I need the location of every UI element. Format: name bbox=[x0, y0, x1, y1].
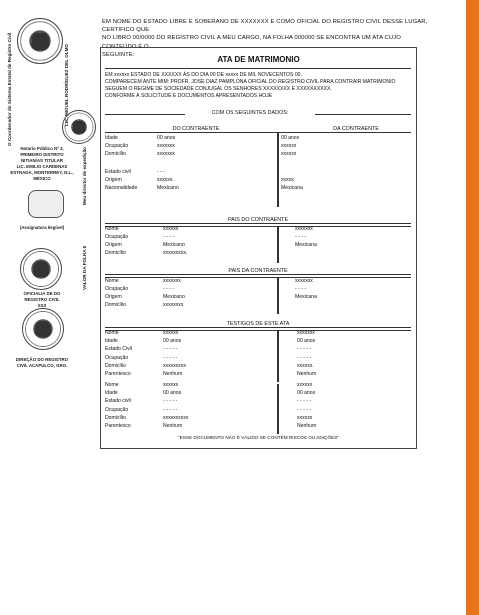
row-label: Nome bbox=[105, 330, 119, 336]
row-right: xxxxxxx bbox=[295, 226, 313, 232]
row-left: - - - - - bbox=[163, 354, 178, 361]
row-left: xxxxxx bbox=[163, 382, 179, 388]
row-right: xxxxxxx bbox=[295, 278, 313, 284]
title-rule bbox=[105, 68, 411, 69]
notary-block bbox=[10, 146, 74, 182]
row-left: - - - bbox=[157, 168, 165, 175]
row-right: - - - - - bbox=[297, 398, 312, 405]
section-rule bbox=[105, 327, 411, 328]
notary-line: LIC. EMILIO CARDENAS bbox=[16, 164, 68, 169]
column-divider bbox=[277, 330, 279, 382]
row-left: 00 anos bbox=[163, 390, 182, 397]
section-rule bbox=[105, 330, 411, 331]
footer-note: "ESSE DOCUMENTO NÃO É VÁLIDO SE CONTÉM RISCOS OU ADIÇÕES" bbox=[177, 435, 340, 440]
row-label: Ocupação bbox=[105, 406, 129, 413]
row-right: - - - - bbox=[295, 286, 307, 292]
row-left: - - - - - bbox=[163, 398, 178, 405]
eagle-icon bbox=[35, 321, 51, 337]
intro-line: EM xxxxxx ESTADO DE XXXXXX ÀS DO DIA 00 DE xxxxx DE MIL NOVECENTOS 00. bbox=[105, 72, 302, 78]
row-left: xxxxxxxx bbox=[163, 302, 184, 308]
row-left: - - - - bbox=[163, 286, 175, 292]
row-left: Mexicano bbox=[163, 294, 185, 300]
row-right: xxxxxxx bbox=[297, 330, 315, 336]
row-label: Idade bbox=[105, 135, 118, 141]
row-right: Mexicana bbox=[295, 294, 317, 300]
section-rule bbox=[105, 277, 411, 278]
eagle-icon bbox=[73, 121, 86, 134]
oficial-block bbox=[10, 291, 74, 309]
header-line-1: EM NOME DO ESTADO LIBRE E SOBERANO DE XXXXXXX E COMO OFICIAL DO REGISTRO CIVIL DESSE LUGAR, CERTIFICO QUE bbox=[102, 19, 428, 34]
eagle-icon bbox=[31, 32, 49, 50]
certificate-box bbox=[100, 47, 417, 449]
row-right: - - - - - bbox=[297, 354, 312, 361]
row-right: Nenhum bbox=[297, 371, 317, 377]
column-divider bbox=[277, 226, 279, 263]
row-right: - - - - - bbox=[297, 406, 312, 413]
data-label: COM OS SEGUINTES DADOS: bbox=[211, 110, 289, 116]
row-right: xxxxxx bbox=[281, 151, 297, 158]
row-label: Domicílio bbox=[105, 362, 126, 369]
row-left: - - - - bbox=[163, 234, 175, 240]
direction-block bbox=[8, 357, 76, 369]
row-label: Idade bbox=[105, 338, 118, 345]
notary-line: MÉXICO bbox=[33, 176, 51, 181]
row-left: Mexicano bbox=[163, 242, 185, 248]
row-left: - - - - - bbox=[163, 346, 178, 353]
column-divider bbox=[277, 384, 279, 434]
row-left: - - - - - bbox=[163, 406, 178, 413]
row-label: Idade bbox=[105, 390, 118, 397]
row-right: Nenhum bbox=[297, 423, 317, 429]
notary-stamp bbox=[28, 190, 64, 218]
row-right: 00 anos bbox=[297, 338, 316, 345]
row-label: Ocupação bbox=[105, 354, 129, 361]
seal-bottom bbox=[22, 308, 64, 350]
vertical-name: LIC. MIGUEL RODRÍGUEZ DEL OLMO bbox=[64, 43, 69, 126]
direction-line: DIREÇÃO DO REGISTRO bbox=[15, 357, 69, 362]
accent-bar bbox=[466, 0, 479, 615]
intro-line: SEGUEM O REGIME DE SOCIEDADE CONJUGAL OS SENHORES XXXXXXXX E XXXXXXXXXX. bbox=[105, 85, 332, 92]
vertical-value: VALOR DA FOLHA $ bbox=[82, 245, 87, 290]
vertical-director: Meu director de expedição bbox=[82, 147, 87, 205]
row-right: 00 anos bbox=[297, 390, 316, 397]
row-left: xxxxxx bbox=[163, 330, 179, 336]
notary-line: PRIMEIRO DISTRITO bbox=[20, 152, 64, 157]
row-right: - - - - - bbox=[297, 346, 312, 353]
pais-contraente-heading: PAIS DO CONTRAENTE bbox=[227, 217, 289, 223]
row-label: Origem bbox=[105, 176, 122, 183]
row-label: Domicílio bbox=[105, 414, 126, 421]
row-left: 00 anos bbox=[157, 135, 176, 141]
row-right: xxxxxx bbox=[297, 414, 313, 421]
row-left: 00 anos bbox=[163, 338, 182, 345]
section-rule bbox=[105, 226, 411, 227]
row-right: Mexicana bbox=[295, 242, 317, 248]
row-label: Estado Civil bbox=[105, 346, 132, 353]
row-label: Origem bbox=[105, 294, 122, 300]
data-rule-right bbox=[315, 114, 411, 115]
section-rule bbox=[105, 274, 411, 275]
row-label: Nacionalidade bbox=[105, 185, 138, 191]
row-label: Estado civil bbox=[105, 398, 131, 405]
row-right: xxxxxx bbox=[297, 382, 313, 388]
column-divider bbox=[277, 132, 279, 207]
row-label: Parentesco bbox=[105, 371, 131, 377]
row-label: Estado civil bbox=[105, 168, 131, 175]
row-label: Ocupação bbox=[105, 143, 129, 150]
seal-middle bbox=[20, 248, 62, 290]
row-label: Domicílio bbox=[105, 151, 126, 158]
section-rule bbox=[105, 223, 411, 224]
row-right: - - - - bbox=[295, 234, 307, 240]
intro-line: COMPARECEM ANTE MIM: PROFR. JOSE DIAZ PAMPLONA OFICIAL DO REGISTRO CIVIL PARA CONTRAIR MATRIMONIO bbox=[105, 78, 396, 85]
row-right: xxxxxx bbox=[281, 143, 297, 150]
row-left: Nenhum bbox=[163, 371, 183, 377]
intro-text bbox=[105, 72, 413, 100]
row-label: Origem bbox=[105, 242, 122, 248]
row-left: xxxxxx. bbox=[157, 176, 174, 183]
contraenta-heading: DA CONTRAENTE bbox=[333, 126, 379, 132]
notary-line: NITIAN/AS TITULAR bbox=[21, 158, 63, 163]
header-line-3: SEGUINTE: bbox=[102, 51, 135, 58]
pais-contraenta-heading: PAIS DA CONTRAENTE bbox=[228, 268, 288, 274]
oficial-line: XXX bbox=[37, 303, 47, 308]
data-rule-left bbox=[105, 114, 185, 115]
row-label: Ocupação bbox=[105, 286, 129, 292]
signature-label: (Assignatura Ilegível) bbox=[19, 225, 65, 230]
notary-line: Notario Público Nº 3, bbox=[20, 146, 64, 151]
row-left: Mexicano bbox=[157, 185, 179, 191]
notary-line: ESTRADA, MONTERREY, N.L., bbox=[10, 170, 74, 175]
row-left: xxxxxxxxx bbox=[163, 362, 186, 369]
oficial-line: REGISTRO CIVIL bbox=[24, 297, 60, 302]
row-label: Nome bbox=[105, 382, 119, 388]
row-left: xxxxxxxxxx bbox=[163, 414, 189, 421]
row-left: xxxxxxx bbox=[157, 151, 175, 158]
testigos-heading: TESTIGOS DE ESTE ATA bbox=[226, 321, 290, 327]
direction-line: CIVIL ACAPULCO, GRO. bbox=[16, 363, 68, 368]
contraente-heading: DO CONTRAENTE bbox=[172, 126, 220, 132]
row-left: xxxxxxxxx. bbox=[163, 250, 188, 256]
row-left: xxxxxx bbox=[163, 226, 179, 232]
row-right: xxxxxx. bbox=[297, 362, 314, 369]
row-right: Mexicana bbox=[281, 185, 303, 191]
row-label: Domicílio bbox=[105, 250, 126, 256]
row-left: xxxxxxx bbox=[157, 143, 175, 150]
eagle-icon bbox=[33, 261, 49, 277]
row-right: 00 anos bbox=[281, 135, 300, 141]
header-line-2: NO LIBRO 00/0000 DO REGISTRO CIVIL A MEU CARGO, NA FOLHA 000000 SE ENCONTRA UM ATA CUJO CONTEÚDO É O bbox=[102, 35, 401, 50]
row-left: xxxxxxx bbox=[163, 278, 181, 284]
page-title: ATA DE MATRIMONIO bbox=[217, 55, 300, 64]
row-label: Nome bbox=[105, 278, 119, 284]
row-label: Parentesco bbox=[105, 423, 131, 429]
row-label: Nome bbox=[105, 226, 119, 232]
column-divider bbox=[277, 277, 279, 314]
section-rule bbox=[105, 132, 411, 133]
row-label: Domicílio bbox=[105, 302, 126, 308]
intro-line: CONFORME À SOLICITUDE E DOCUMENTOS APRESENTADOS HOJE bbox=[105, 92, 273, 99]
row-label: Ocupação bbox=[105, 234, 129, 240]
oficial-line: OFICIALIA DE DO bbox=[23, 291, 61, 296]
seal-top bbox=[17, 18, 63, 64]
row-right: xxxxx bbox=[281, 176, 294, 183]
row-left: Nenhum bbox=[163, 423, 183, 429]
vertical-coordinator: O Coordenador do Sistema Estatal de Registro Civil bbox=[7, 32, 12, 146]
